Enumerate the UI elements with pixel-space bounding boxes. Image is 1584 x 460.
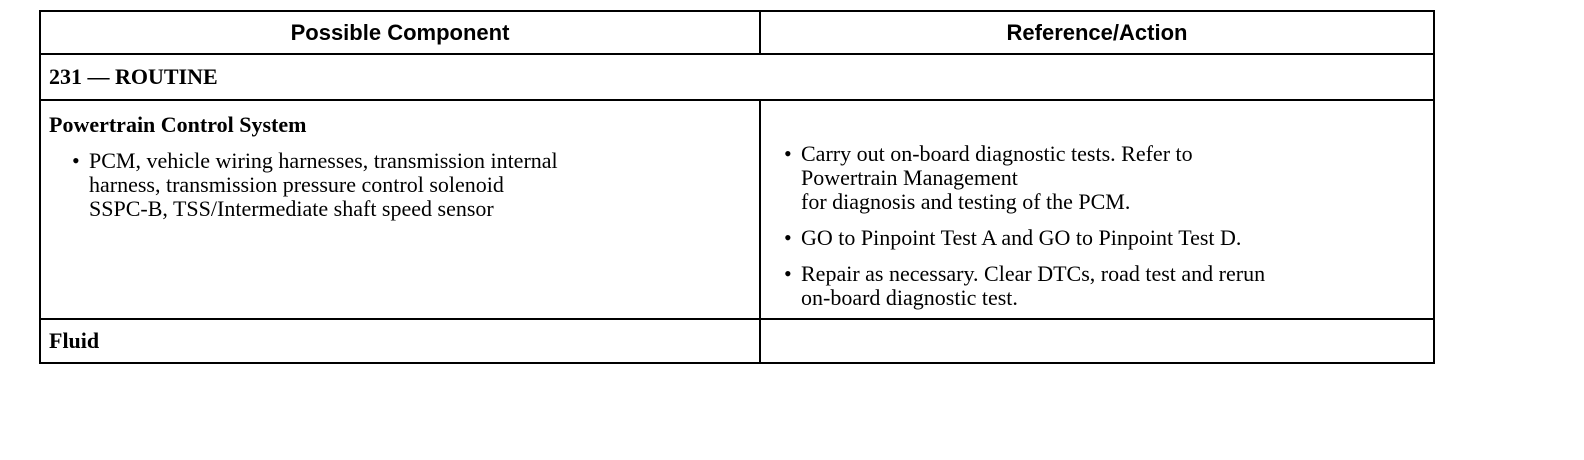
powertrain-management-reference[interactable]: Powertrain Management xyxy=(801,165,1018,190)
list-item xyxy=(784,225,1419,250)
action-list xyxy=(761,142,1433,318)
section-title: 231 — ROUTINE xyxy=(40,54,1434,100)
action-line: for diagnosis and testing of the PCM. xyxy=(801,189,1131,214)
component-line: harness, transmission pressure control solenoid xyxy=(89,172,504,197)
list-item xyxy=(784,141,1419,214)
action-line: Carry out on-board diagnostic tests. Refer to xyxy=(801,141,1193,166)
header-possible-component: Possible Component xyxy=(40,11,760,54)
group-name-fluid: Fluid xyxy=(40,319,760,363)
bullet-icon: • xyxy=(784,225,792,250)
action-line: on-board diagnostic test. xyxy=(801,285,1018,310)
table-row-powertrain xyxy=(40,100,1434,319)
diagnostic-table-page xyxy=(39,10,1433,364)
component-list xyxy=(41,149,759,235)
action-line: Repair as necessary. Clear DTCs, road test and rerun xyxy=(801,261,1266,286)
list-item xyxy=(72,148,739,221)
component-line: SSPC-B, TSS/Intermediate shaft speed sensor xyxy=(89,196,494,221)
bullet-icon: • xyxy=(784,141,792,166)
bullet-icon: • xyxy=(784,261,792,286)
component-cell xyxy=(40,100,760,319)
table-row-fluid xyxy=(40,319,1434,363)
component-line: PCM, vehicle wiring harnesses, transmission internal xyxy=(89,148,558,173)
action-cell-empty xyxy=(760,319,1434,363)
action-cell xyxy=(760,100,1434,319)
diagnostic-table xyxy=(39,10,1435,364)
table-header-row xyxy=(40,11,1434,54)
section-row xyxy=(40,54,1434,100)
bullet-icon: • xyxy=(72,148,80,173)
list-item xyxy=(784,261,1419,310)
group-name-powertrain: Powertrain Control System xyxy=(49,112,307,137)
header-reference-action: Reference/Action xyxy=(760,11,1434,54)
pinpoint-test-reference[interactable]: GO to Pinpoint Test A and GO to Pinpoint Test D. xyxy=(801,225,1242,250)
